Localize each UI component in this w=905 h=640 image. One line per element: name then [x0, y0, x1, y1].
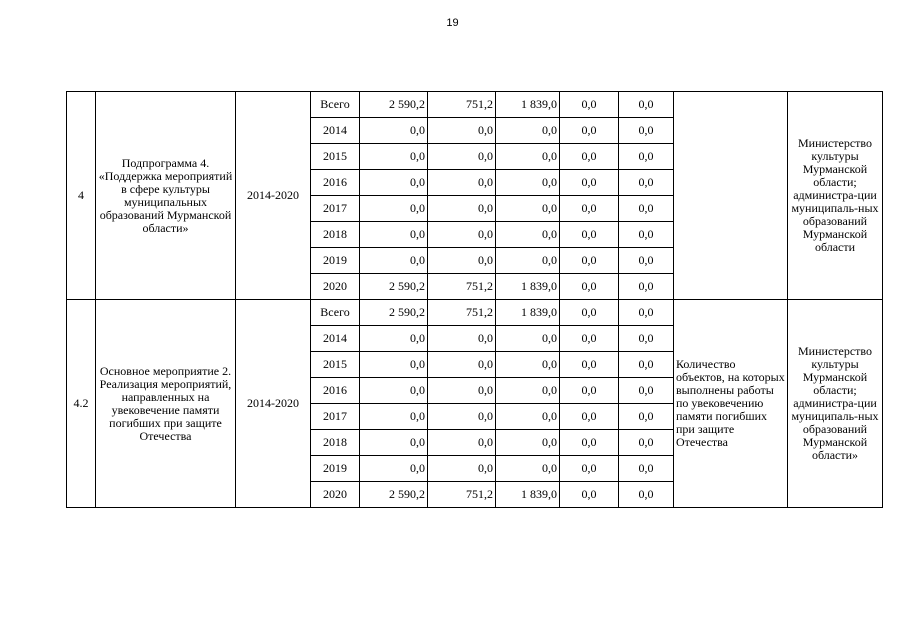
- value-cell: 0,0: [560, 430, 619, 456]
- year-cell: Всего: [311, 92, 360, 118]
- value-cell: 0,0: [560, 456, 619, 482]
- value-cell: 1 839,0: [496, 300, 560, 326]
- value-cell: 0,0: [496, 404, 560, 430]
- year-cell: 2016: [311, 378, 360, 404]
- value-cell: 0,0: [560, 222, 619, 248]
- total-cell: 0,0: [360, 378, 428, 404]
- item-name-cell: Подпрограмма 4. «Поддержка мероприятий в сфере культуры муниципальных образований Мурманской области»: [96, 92, 236, 300]
- year-cell: 2019: [311, 456, 360, 482]
- total-cell: 0,0: [360, 456, 428, 482]
- total-cell: 0,0: [360, 170, 428, 196]
- value-cell: 0,0: [496, 352, 560, 378]
- year-cell: 2017: [311, 196, 360, 222]
- value-cell: 0,0: [560, 196, 619, 222]
- value-cell: 0,0: [428, 404, 496, 430]
- total-cell: 0,0: [360, 326, 428, 352]
- value-cell: 0,0: [496, 170, 560, 196]
- year-cell: 2018: [311, 430, 360, 456]
- item-number-cell: 4: [67, 92, 96, 300]
- year-cell: 2018: [311, 222, 360, 248]
- value-cell: 0,0: [496, 118, 560, 144]
- item-name-cell: Основное мероприятие 2. Реализация мероприятий, направленных на увековечение памяти погибших при защите Отечества: [96, 300, 236, 508]
- value-cell: 0,0: [619, 352, 674, 378]
- budget-table: [66, 91, 883, 508]
- value-cell: 0,0: [560, 144, 619, 170]
- indicator-cell: [674, 92, 788, 300]
- value-cell: 0,0: [496, 430, 560, 456]
- period-cell: 2014-2020: [236, 92, 311, 300]
- value-cell: 0,0: [560, 482, 619, 508]
- value-cell: 0,0: [619, 274, 674, 300]
- year-cell: Всего: [311, 300, 360, 326]
- total-cell: 0,0: [360, 222, 428, 248]
- value-cell: 0,0: [560, 248, 619, 274]
- year-cell: 2014: [311, 326, 360, 352]
- value-cell: 0,0: [496, 456, 560, 482]
- year-cell: 2020: [311, 482, 360, 508]
- year-cell: 2015: [311, 352, 360, 378]
- year-cell: 2020: [311, 274, 360, 300]
- value-cell: 1 839,0: [496, 92, 560, 118]
- total-cell: 0,0: [360, 118, 428, 144]
- value-cell: 0,0: [560, 352, 619, 378]
- value-cell: 0,0: [428, 352, 496, 378]
- value-cell: 0,0: [560, 170, 619, 196]
- value-cell: 0,0: [619, 300, 674, 326]
- indicator-cell: Количество объектов, на которых выполнены работы по увековечению памяти погибших при защите Отечества: [674, 300, 788, 508]
- value-cell: 0,0: [619, 170, 674, 196]
- total-cell: 0,0: [360, 430, 428, 456]
- year-cell: 2014: [311, 118, 360, 144]
- value-cell: 0,0: [619, 482, 674, 508]
- value-cell: 0,0: [428, 456, 496, 482]
- total-cell: 2 590,2: [360, 92, 428, 118]
- value-cell: 0,0: [619, 196, 674, 222]
- value-cell: 0,0: [560, 300, 619, 326]
- executor-cell: Министерство культуры Мурманской области; администра-ции муниципаль-ных образований Мурманской области: [788, 92, 883, 300]
- value-cell: 0,0: [619, 378, 674, 404]
- year-cell: 2015: [311, 144, 360, 170]
- value-cell: 751,2: [428, 92, 496, 118]
- value-cell: 0,0: [619, 404, 674, 430]
- value-cell: 751,2: [428, 274, 496, 300]
- value-cell: 0,0: [560, 326, 619, 352]
- value-cell: 0,0: [619, 326, 674, 352]
- item-number-cell: 4.2: [67, 300, 96, 508]
- value-cell: 751,2: [428, 482, 496, 508]
- year-cell: 2019: [311, 248, 360, 274]
- total-cell: 2 590,2: [360, 300, 428, 326]
- value-cell: 0,0: [619, 92, 674, 118]
- total-cell: 2 590,2: [360, 482, 428, 508]
- total-cell: 0,0: [360, 352, 428, 378]
- value-cell: 0,0: [619, 144, 674, 170]
- value-cell: 0,0: [496, 196, 560, 222]
- page-number: 19: [446, 17, 459, 29]
- total-cell: 0,0: [360, 248, 428, 274]
- value-cell: 0,0: [560, 274, 619, 300]
- year-cell: 2017: [311, 404, 360, 430]
- value-cell: 0,0: [496, 222, 560, 248]
- total-cell: 0,0: [360, 144, 428, 170]
- table-row: [67, 300, 883, 326]
- value-cell: 0,0: [428, 430, 496, 456]
- value-cell: 0,0: [496, 378, 560, 404]
- value-cell: 0,0: [496, 326, 560, 352]
- value-cell: 751,2: [428, 300, 496, 326]
- year-cell: 2016: [311, 170, 360, 196]
- value-cell: 0,0: [428, 196, 496, 222]
- value-cell: 0,0: [496, 144, 560, 170]
- total-cell: 0,0: [360, 404, 428, 430]
- period-cell: 2014-2020: [236, 300, 311, 508]
- value-cell: 1 839,0: [496, 274, 560, 300]
- value-cell: 0,0: [619, 222, 674, 248]
- value-cell: 0,0: [619, 248, 674, 274]
- table-row: [67, 92, 883, 118]
- value-cell: 0,0: [428, 326, 496, 352]
- executor-cell: Министерство культуры Мурманской области; администра-ции муниципаль-ных образований Мурманской области»: [788, 300, 883, 508]
- value-cell: 0,0: [560, 92, 619, 118]
- value-cell: 0,0: [428, 378, 496, 404]
- value-cell: 0,0: [560, 118, 619, 144]
- value-cell: 0,0: [560, 404, 619, 430]
- value-cell: 0,0: [428, 144, 496, 170]
- value-cell: 0,0: [619, 456, 674, 482]
- total-cell: 2 590,2: [360, 274, 428, 300]
- value-cell: 0,0: [560, 378, 619, 404]
- value-cell: 1 839,0: [496, 482, 560, 508]
- value-cell: 0,0: [619, 430, 674, 456]
- value-cell: 0,0: [428, 222, 496, 248]
- value-cell: 0,0: [428, 118, 496, 144]
- total-cell: 0,0: [360, 196, 428, 222]
- value-cell: 0,0: [496, 248, 560, 274]
- value-cell: 0,0: [428, 170, 496, 196]
- value-cell: 0,0: [619, 118, 674, 144]
- value-cell: 0,0: [428, 248, 496, 274]
